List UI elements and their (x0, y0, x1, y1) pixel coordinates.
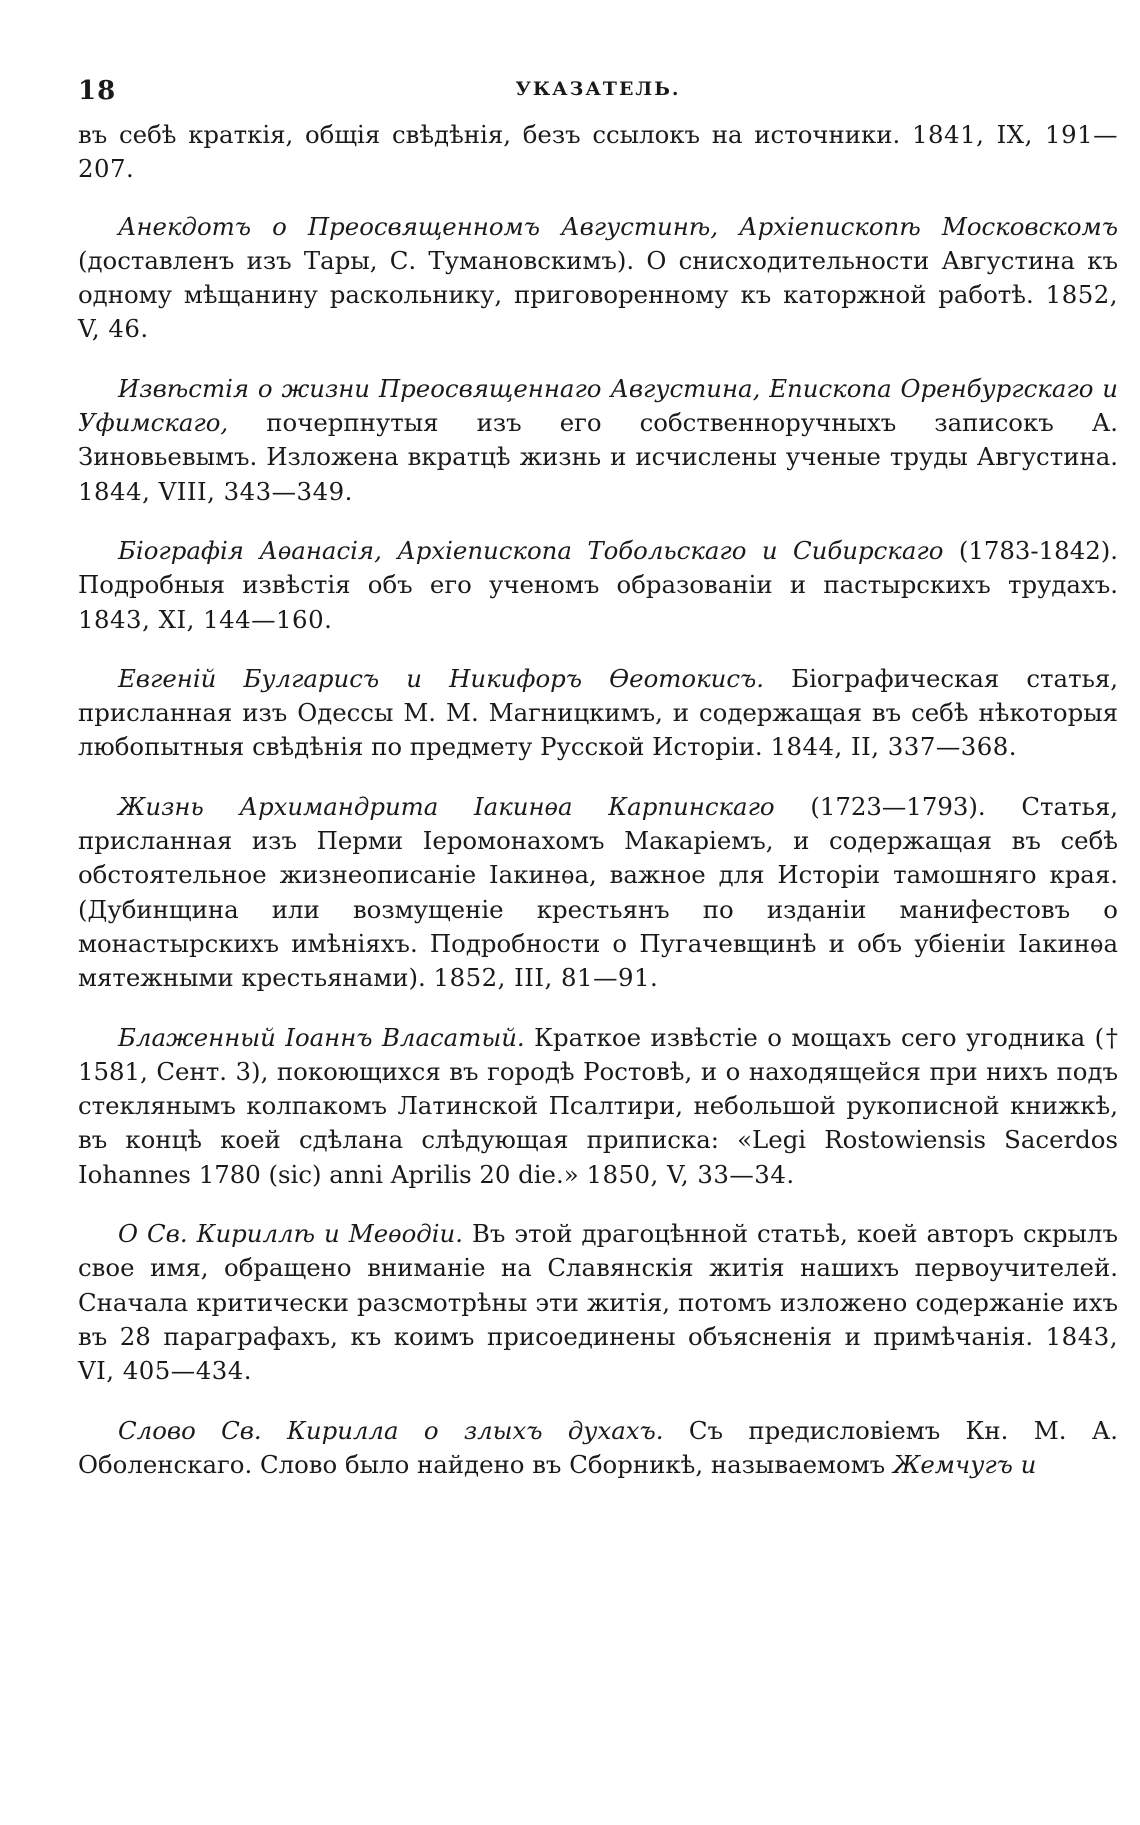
index-entry (78, 1021, 1118, 1192)
entry-title: Анекдотъ о Преосвященномъ Августинѣ, Архіепископѣ Московскомъ (118, 211, 1118, 241)
page-header (78, 66, 1118, 118)
entry-citation: 1843, XI, 144—160. (78, 604, 333, 634)
entry-title: Извѣстія о жизни Преосвященнаго Августина, Епископа Оренбургскаго и Уфимскаго, (78, 373, 1118, 438)
entry-citation: 1841, IX, 191—207. (78, 120, 1118, 184)
entry-citation: 1844, VIII, 343—349. (78, 476, 353, 506)
entry-body: (доставленъ изъ Тары, С. Тумановскимъ). О снисходительности Августина къ одному мѣщанину раскольнику, приговоренному къ каторжной работѣ. (78, 245, 1118, 310)
entry-title-continued: Жемчугъ и (892, 1449, 1037, 1479)
entry-body: Краткое извѣстіе о мощахъ сего угодника († 1581, Сент. 3), покоющихся въ городѣ Ростовѣ, и о находящейся при нихъ подъ стеклянымъ колпакомъ Латинской Псалтири, небольшой рукописной книжкѣ, въ концѣ коей сдѣлана слѣдующая приписка: «Legi Rostowiensis Sacerdos Iohannes 1780 (sic) anni Aprilis 20 die.» (78, 1022, 1118, 1189)
entry-citation: 1843, VI, 405—434. (78, 1321, 1118, 1386)
page (78, 66, 1118, 1507)
entry-body: Біографическая статья, присланная изъ Одессы М. М. Магницкимъ, и содержащая въ себѣ нѣкоторыя любопытныя свѣдѣнія по предмету Русской Исторіи. (78, 663, 1118, 762)
entry-citation: 1852, III, 81—91. (433, 963, 659, 993)
index-entry-continuation (78, 118, 1118, 187)
index-entry (78, 1217, 1118, 1388)
entry-citation: 1852, V, 46. (78, 280, 1118, 344)
entry-citation: 1844, II, 337—368. (770, 732, 1018, 762)
entry-title: Біографія Аѳанасія, Архіепископа Тобольскаго и Сибирскаго (118, 535, 944, 565)
entry-body: (1723—1793). Статья, присланная изъ Перми Іеромонахомъ Макаріемъ, и содержащая въ себѣ обстоятельное жизнеописаніе Іакинѳа, важное для Исторіи тамошняго края. (Дубинщина или возмущеніе крестьянъ по изданіи манифестовъ о монастырскихъ имѣніяхъ. Подробности о Пугачевщинѣ и объ убіеніи Іакинѳа мятежными крестьянами). (78, 791, 1118, 993)
index-entry (78, 662, 1118, 765)
index-entry (78, 790, 1118, 996)
entry-body: Съ предисловіемъ Кн. М. А. Оболенскаго. Слово было найдено въ Сборникѣ, называемомъ (78, 1415, 1118, 1479)
running-head: УКАЗАТЕЛЬ. (515, 78, 681, 100)
entry-citation: 1850, V, 33—34. (586, 1159, 795, 1189)
index-entry (78, 210, 1118, 347)
entry-title: Слово Св. Кирилла о злыхъ духахъ. (118, 1415, 664, 1445)
entry-body: почерпнутыя изъ его собственноручныхъ записокъ А. Зиновьевымъ. Изложена вкратцѣ жизнь и исчислены ученые труды Августина. (78, 408, 1118, 472)
entry-title: Евгеній Булгарисъ и Никифоръ Ѳеотокисъ. (118, 663, 765, 693)
entry-body: (1783-1842). Подробныя извѣстія объ его ученомъ образованіи и пастырскихъ трудахъ. (78, 535, 1118, 600)
index-entry (78, 1414, 1118, 1483)
entry-title: Блаженный Іоаннъ Власатый. (118, 1022, 525, 1052)
page-number: 18 (78, 76, 117, 106)
entry-title: О Св. Кириллѣ и Меѳодіи. (118, 1219, 464, 1249)
index-entry (78, 372, 1118, 509)
entry-body: въ себѣ краткія, общія свѣдѣнія, безъ ссылокъ на источники. (78, 120, 901, 149)
entry-title: Жизнь Архимандрита Іакинѳа Карпинскаго (118, 791, 775, 821)
index-entry (78, 534, 1118, 637)
entry-body: Въ этой драгоцѣнной статьѣ, коей авторъ скрылъ свое имя, обращено вниманіе на Славянскія житія нашихъ первоучителей. Сначала критически разсмотрѣны эти житія, потомъ изложено содержаніе ихъ въ 28 параграфахъ, къ коимъ присоединены объясненія и примѣчанія. (78, 1219, 1118, 1351)
